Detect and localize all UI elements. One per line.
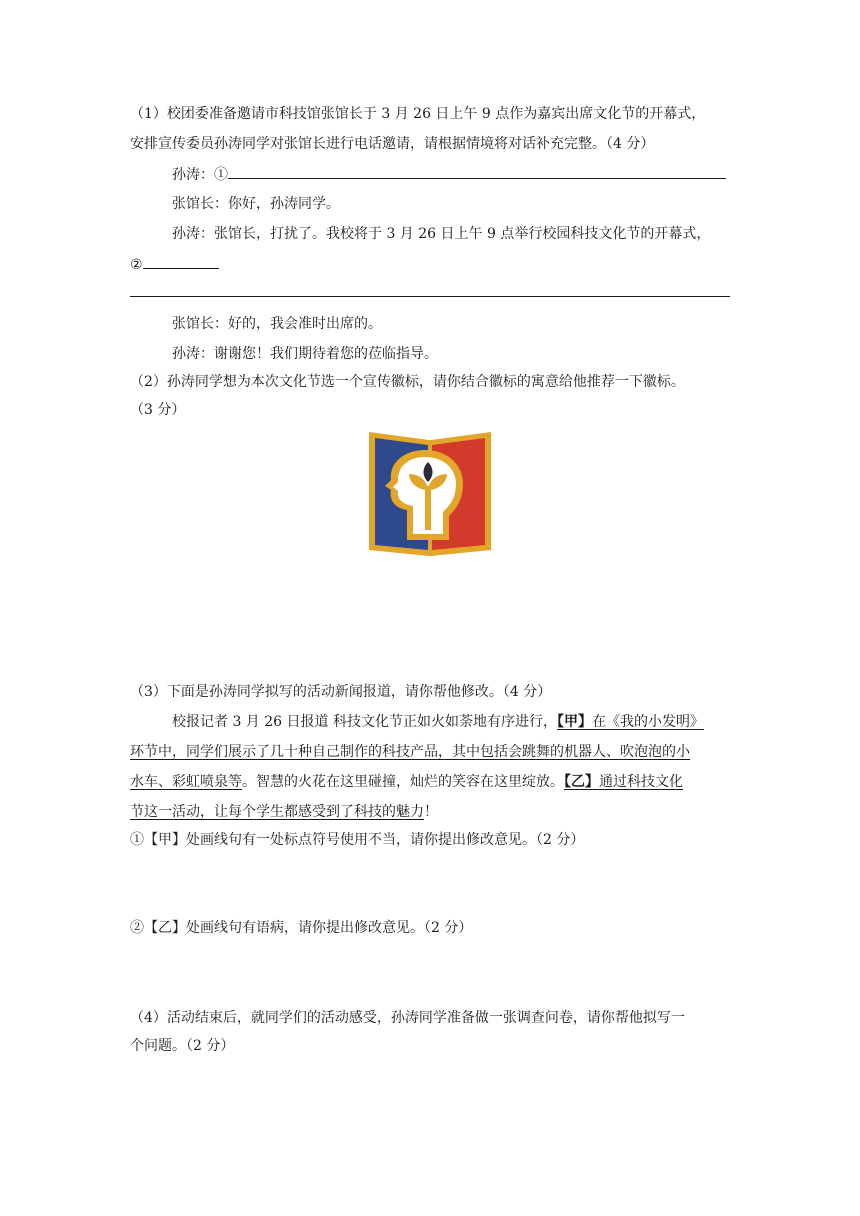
q4-text-line-1: （4）活动结束后，就同学们的活动感受，孙涛同学准备做一张调查问卷，请你帮他拟写一	[130, 1010, 685, 1026]
jia-marker: 【甲】	[556, 714, 592, 730]
jia-underlined-sentence	[557, 714, 704, 730]
yi-underlined-sentence	[564, 774, 683, 790]
blank-mark-2: ②	[130, 257, 143, 273]
report-exclamation: ！	[424, 804, 438, 820]
q3-report-line-3	[130, 772, 730, 792]
q1-dialog-sun-2-cont	[130, 254, 730, 275]
answer-blank-1[interactable]	[228, 164, 726, 179]
festival-emblem-logo	[367, 428, 493, 556]
answer-blank-2-rule[interactable]	[130, 296, 730, 297]
q2-text-line-1: （2）孙涛同学想为本次文化节选一个宣传徽标，请你结合徽标的寓意给他推荐一下徽标。	[130, 374, 685, 390]
jia-text-start: 在《我的小发明》	[591, 714, 704, 730]
q1-dialog-sun-3: 孙涛：谢谢您！我们期待着您的莅临指导。	[172, 346, 438, 362]
q2-text-line-2: （3 分）	[130, 402, 186, 418]
q1-dialog-sun-2: 孙涛：张馆长，打扰了。我校将于 3 月 26 日上午 9 点举行校园科技文化节的开幕式，	[172, 226, 711, 242]
q3-sub-question-1: ①【甲】处画线句有一处标点符号使用不当，请你提出修改意见。（2 分）	[130, 832, 585, 848]
dialog-speaker-text: 孙涛：①	[172, 167, 228, 183]
q1-dialog-sun-1	[172, 164, 730, 185]
q3-report-line-1	[172, 712, 730, 732]
jia-text-middle: 环节中，同学们展示了几十种自己制作的科技产品，其中包括会跳舞的机器人、吹泡泡的小	[130, 744, 690, 760]
q3-sub-question-2: ②【乙】处画线句有语病，请你提出修改意见。（2 分）	[130, 920, 473, 936]
q3-report-line-4	[130, 802, 730, 822]
q1-intro-line-1: （1）校团委准备邀请市科技馆张馆长于 3 月 26 日上午 9 点作为嘉宾出席文化节的开幕式，	[130, 106, 706, 122]
q1-dialog-zhang-1: 张馆长：你好，孙涛同学。	[172, 196, 340, 212]
yi-marker: 【乙】	[564, 774, 599, 790]
q1-dialog-zhang-2: 张馆长：好的，我会准时出席的。	[172, 316, 382, 332]
report-text-middle: 。智慧的火花在这里碰撞，灿烂的笑容在这里绽放。	[242, 774, 564, 790]
q4-text-line-2: 个问题。（2 分）	[130, 1038, 235, 1054]
q3-report-line-2	[130, 742, 730, 762]
q1-intro-line-2: 安排宣传委员孙涛同学对张馆长进行电话邀请，请根据情境将对话补充完整。（4 分）	[130, 136, 655, 152]
answer-blank-2[interactable]	[143, 254, 219, 269]
report-text: 校报记者 3 月 26 日报道 科技文化节正如火如荼地有序进行，	[172, 714, 557, 730]
yi-text-end: 节这一活动，让每个学生都感受到了科技的魅力	[130, 804, 424, 820]
jia-text-end: 水车、彩虹喷泉等	[130, 774, 242, 790]
yi-text-start: 通过科技文化	[599, 774, 683, 790]
q3-intro: （3）下面是孙涛同学拟写的活动新闻报道，请你帮他修改。（4 分）	[130, 684, 552, 700]
emblem-plant-stem	[425, 486, 431, 530]
